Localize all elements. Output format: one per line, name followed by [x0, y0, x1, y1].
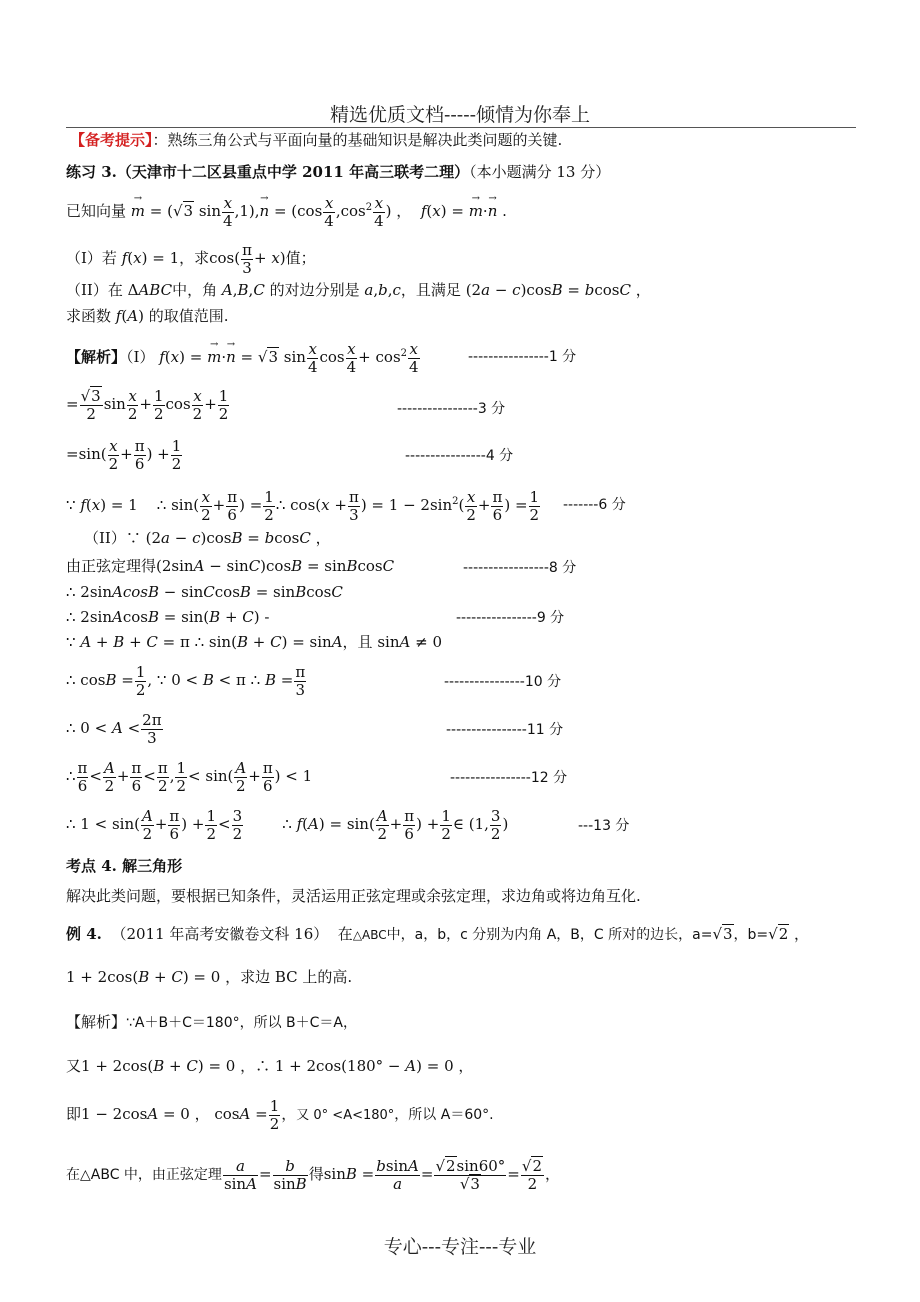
exercise-given: 已知向量 → m = (√3 sin $\frac{x}{4}$ ,1),→ n = (cos $\frac{x}{4}$ $,\cos^2$ $\frac{x}{4}$ ) ， f(x) = → m·→ n . — [66, 188, 507, 231]
example4-sol-4: 在△ABC 中，由正弦定理 $\frac{a}{\sin A}$ = $\frac{b}{\sin B}$ 得sinB = $\frac{bsinA}{a}$ = $\frac{√2\sin 60^\circ}{√3}$ = $\frac{√2}{2}$ ， — [66, 1156, 560, 1193]
example4-sol-2: 又1 + 2cos(B + C) = 0 ，∴ 1 + 2cos(180° − A) = 0 ， — [66, 1057, 474, 1075]
part2-mid: 中，角 — [172, 281, 218, 299]
solution-line-9: ∵ A + B + C = π ∴ sin(B + C) = sinA，且 sinA ≠ 0 — [66, 633, 442, 651]
solution-line-4: ∵ f(x) = 1 ∴ sin( $\frac{x}{2}$ + $\frac{\pi}{6}$ ) = $\frac{1}{2}$ ∴ cos(x + $\frac{\pi}{3}$ ) = $1 - 2\sin^2$( $\frac{x}{2}$ + $\frac{\pi}{6}$ ) = $\frac{1}{2}$ — [66, 487, 540, 524]
topic4-title: 考点 4. 解三角形 — [66, 857, 183, 875]
score-1: ----------------1 分 — [468, 349, 577, 365]
tip-line — [70, 130, 562, 150]
score-12: ----------------12 分 — [450, 770, 568, 786]
score-13: ---13 分 — [578, 818, 630, 834]
example4-sol4-b: 得 — [308, 1165, 324, 1183]
solution-line-8: ∴ 2sinAcosB = sin(B + C) - — [66, 608, 270, 626]
score-10: ----------------10 分 — [444, 674, 562, 690]
example4-sol-label: 【解析】 — [66, 1013, 127, 1031]
solution-line-3: =sin( $\frac{x}{2}$ + $\frac{\pi}{6}$ ) + $\frac{1}{2}$ — [66, 436, 182, 473]
example4-sol3-b: 又 0° <A<180° — [296, 1108, 395, 1123]
example4-line2-end: ，求边 BC 上的高. — [225, 968, 353, 986]
part2-line2-b: 的取值范围. — [148, 307, 229, 325]
exercise-part2: （II）在 ΔABC中，角 A,B,C 的对边分别是 a,b,c，且满足 (2a − c)cosB = bcosC ， — [66, 281, 651, 299]
score-4: ----------------4 分 — [405, 448, 514, 464]
score-9: ----------------9 分 — [456, 610, 565, 626]
example4-line-2: 1 + 2cos(B + C) = 0 ，求边 BC 上的高. — [66, 968, 353, 986]
exercise-points: （本小题满分 13 分） — [469, 163, 611, 181]
example4-sol-1 — [66, 1012, 357, 1033]
solution-line-5: （II）∵ (2a − c)cosB = bcosC ， — [84, 529, 331, 547]
solution-line-12: ∴ $\frac{\pi}{6}$ < $\frac{A}{2}$ + $\frac{\pi}{6}$ < $\frac{\pi}{2}$ , $\frac{1}{2}$ < sin( $\frac{A}{2}$ + $\frac{\pi}{6}$ ) < 1 — [66, 758, 313, 795]
given-prefix: 已知向量 — [66, 202, 127, 220]
topic4-desc: 解决此类问题，要根据已知条件，灵活运用正弦定理或余弦定理，求边角或将边角互化. — [66, 887, 641, 905]
solution-line-7: ∴ 2sinAcosB − sinCcosB = sinBcosC — [66, 583, 343, 601]
example4-text-a: 在 — [337, 925, 353, 943]
solution-line-10: ∴ cosB = $\frac{1}{2}$ , ∵ 0 < B < π ∴ B = $\frac{\pi}{3}$ — [66, 662, 306, 699]
score-6: -------6 分 — [563, 497, 626, 513]
part1-label: （I）若 — [66, 249, 117, 267]
score-11: ----------------11 分 — [446, 722, 564, 738]
exercise-title — [66, 162, 610, 182]
example4-text-b: 中，a，b，c 分别为内角 A，B，C 所对的边长，a= — [386, 927, 713, 943]
part2-mid2: 的对边分别是 — [269, 281, 360, 299]
header-rule — [66, 127, 856, 128]
example4-sol3-c: ，所以 A＝60°. — [394, 1107, 494, 1123]
example4-label: 例 4. — [66, 925, 102, 943]
score-3: ----------------3 分 — [397, 401, 506, 417]
part2-mid3: ，且满足 — [400, 281, 461, 299]
solution-line-11: ∴ 0 < A < $\frac{2\pi}{3}$ — [66, 710, 162, 747]
example4-sol-3: 即1 − 2cosA = 0 ， cosA = $\frac{1}{2}$ ，又 0° <A<180°，所以 A＝60°. — [66, 1096, 494, 1133]
example4-triangle: △ABC — [352, 928, 387, 942]
example4-sol4-a: 在△ABC 中，由正弦定理 — [66, 1167, 222, 1183]
example4-sol3-a: 即 — [66, 1105, 82, 1123]
solution-line-1: 【解析】（I） f(x) = → m·→ n = √3 sin $\frac{x}{4}$ cos $\frac{x}{4}$ + $\cos^2$ $\frac{x}{4}$ — [66, 334, 421, 377]
solution-part1: （I） — [126, 348, 155, 366]
exercise-title-text: 练习 3.（天津市十二区县重点中学 2011 年高三联考二理） — [66, 163, 470, 181]
solution-line-6: 由正弦定理得(2sinA − sinC)cosB = sinBcosC — [66, 557, 395, 575]
solution-part2: （II） — [84, 529, 126, 547]
tip-text: ：熟练三角公式与平面向量的基础知识是解决此类问题的关键. — [152, 131, 563, 149]
example4-sol2-a: 又 — [66, 1057, 82, 1075]
tip-label: 【备考提示】 — [70, 131, 153, 149]
solution-line-2: = $\frac{√3}{2}$ sin $\frac{x}{2}$ + $\frac{1}{2}$ cos $\frac{x}{2}$ + $\frac{1}{2}$ — [66, 386, 229, 423]
page-header: 精选优质文档-----倾情为你奉上 — [329, 104, 591, 126]
example4-source: （2011 年高考安徽卷文科 16） — [111, 925, 329, 943]
part2-label: （II）在 — [66, 281, 123, 299]
exercise-part2-line2: 求函数 f(A) 的取值范围. — [66, 307, 229, 325]
part1-mid: ，求 — [179, 249, 210, 267]
part1-end: 值； — [285, 249, 316, 267]
part2-line2-a: 求函数 — [66, 307, 112, 325]
sine-law-prefix: 由正弦定理得 — [66, 557, 157, 575]
page-footer: 专心---专注---专业 — [383, 1236, 537, 1258]
example4-line-1: 例 4. （2011 年高考安徽卷文科 16） 在△ABC中，a，b，c 分别为内角 A，B，C 所对的边长，a=√3，b=√2 ， — [66, 925, 810, 943]
solution-label: 【解析】 — [66, 348, 127, 366]
score-8: -----------------8 分 — [463, 560, 577, 576]
example4-sol1: ∵A＋B＋C＝180°，所以 B＋C＝A， — [126, 1015, 358, 1031]
solution-line-13: ∴ 1 < sin( $\frac{A}{2}$ + $\frac{\pi}{6}$ ) + $\frac{1}{2}$ < $\frac{3}{2}$ ∴ f(A) = sin( $\frac{A}{2}$ + $\frac{\pi}{6}$ ) + $\frac{1}{2}$ ∈ (1, $\frac{3}{2}$ ) — [66, 806, 509, 843]
and-cond: ，且 — [342, 633, 373, 651]
example4-text-c: ，b= — [733, 927, 769, 943]
exercise-part1: （I）若 f(x) = 1，求cos( $\frac{\pi}{3}$ + x)值； — [66, 240, 316, 277]
